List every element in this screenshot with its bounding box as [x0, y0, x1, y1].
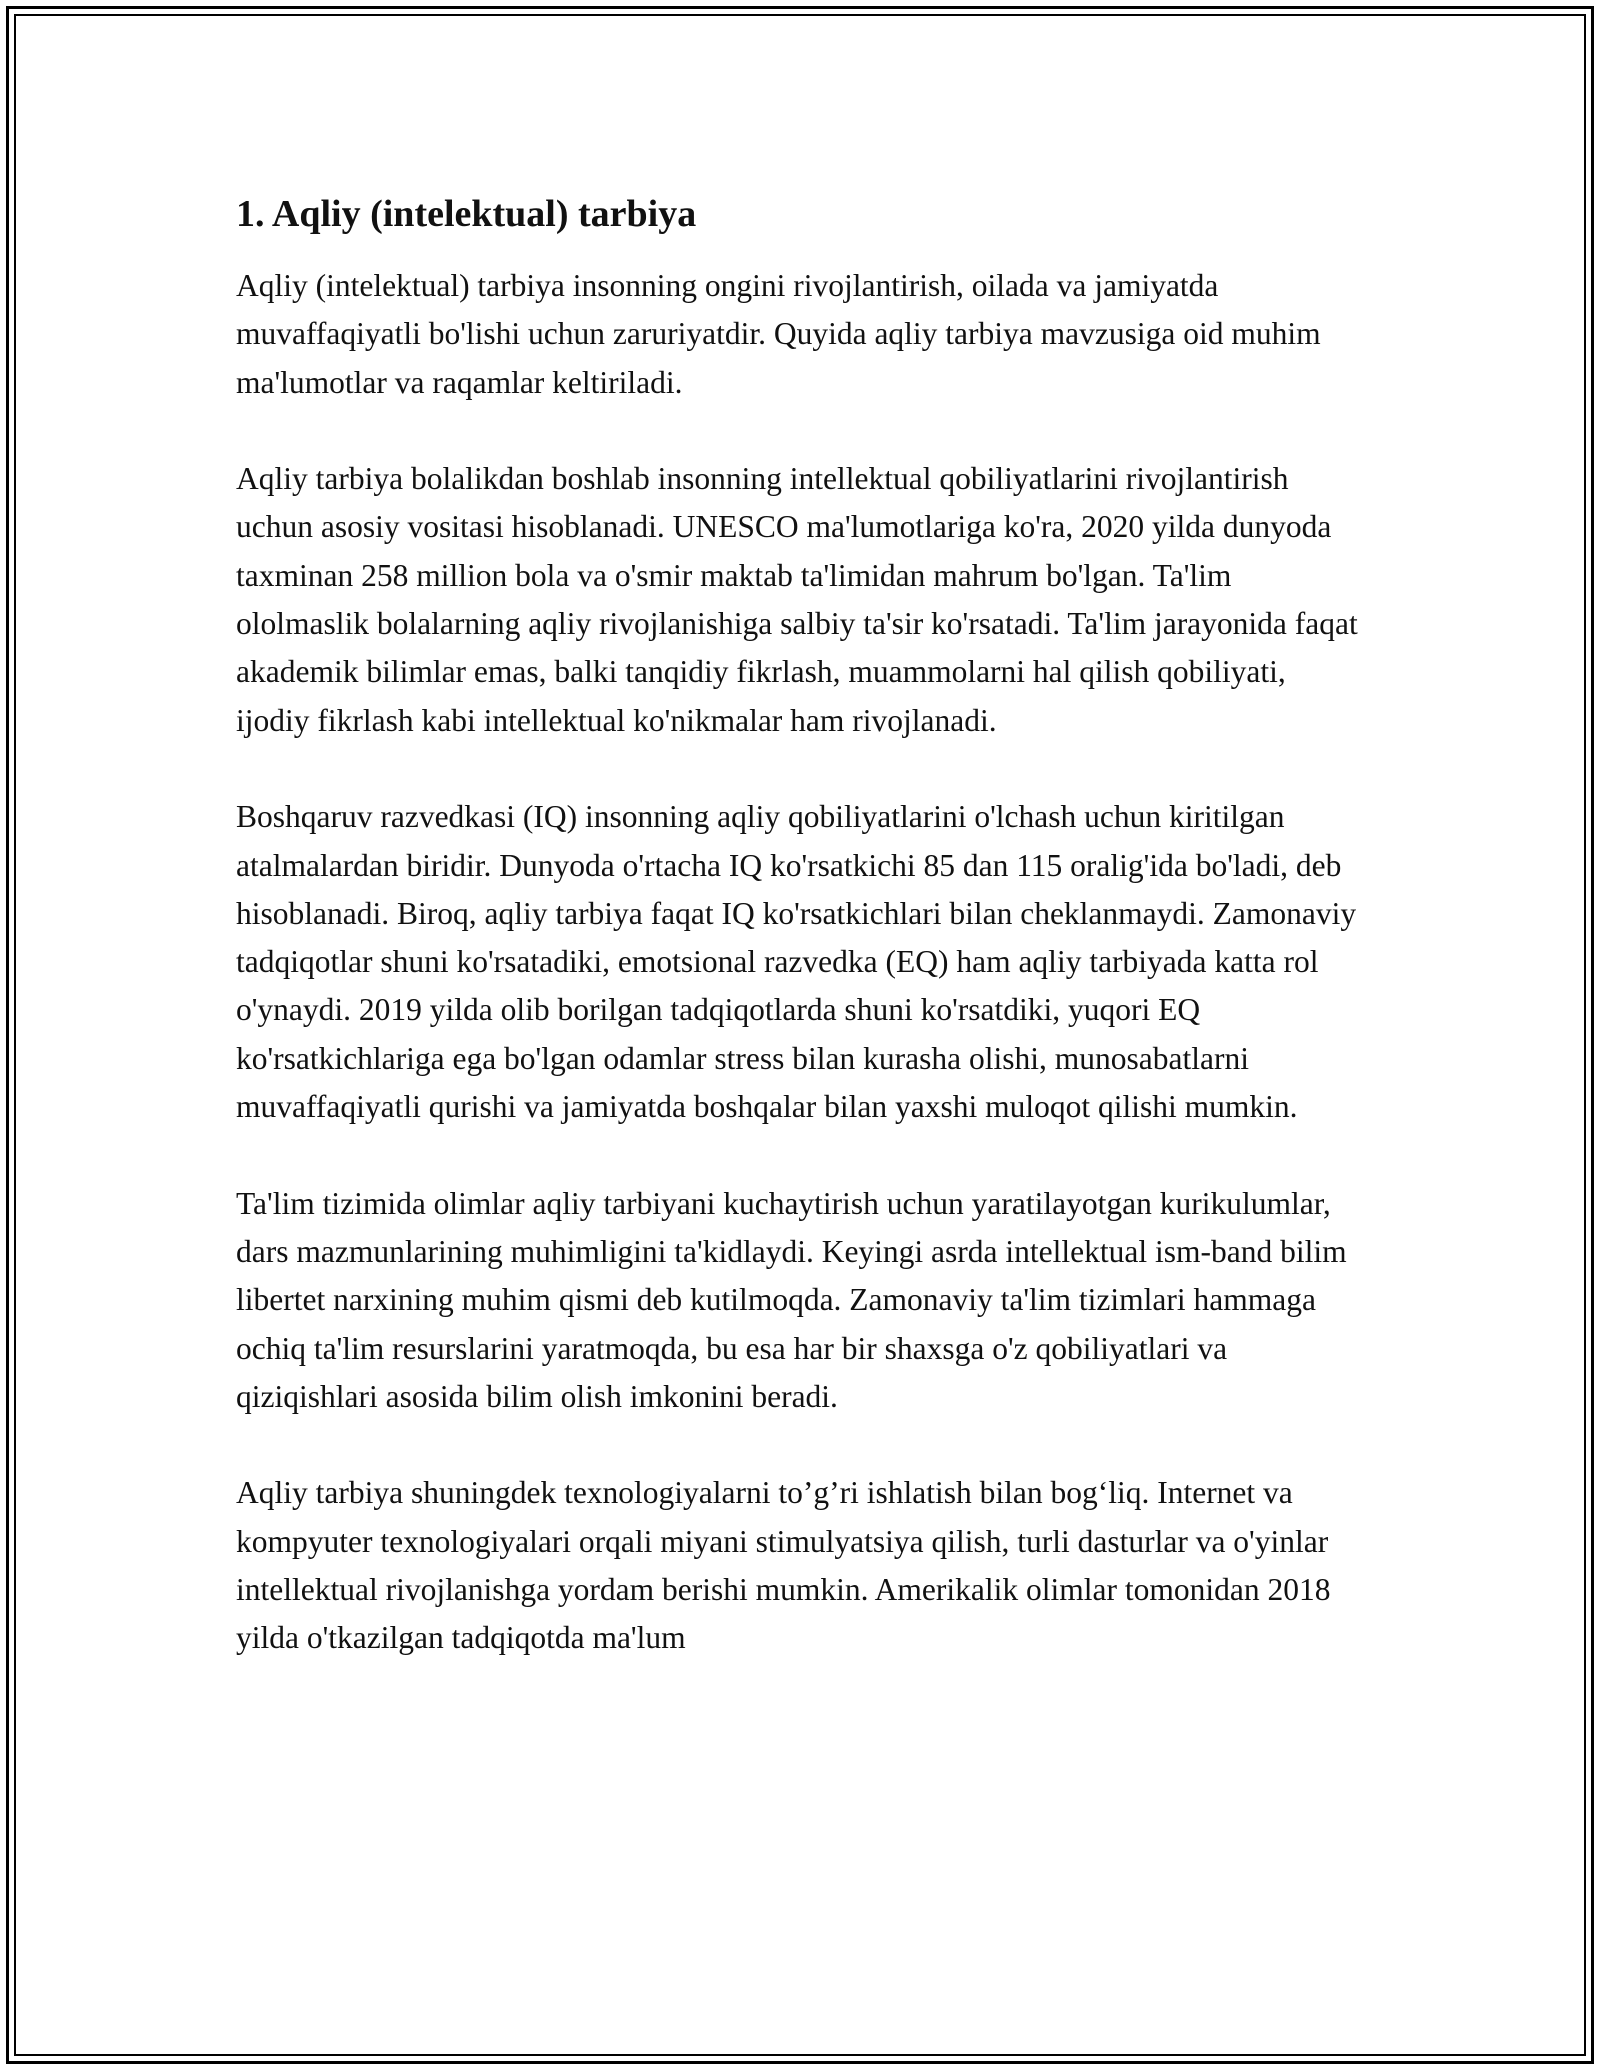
paragraph-education-system: Ta'lim tizimida olimlar aqliy tarbiyani kuchaytirish uchun yaratilayotgan kurikulumlar, dars mazmunlarining muhimligini ta'kidlaydi. Keyingi asrda intellektual ism-band bilim libertet narxining muhim qismi deb kutilmoqda. Zamonaviy ta'lim tizimlari hammaga ochiq ta'lim resurslarini yaratmoqda, bu esa har bir shaxsga o'z qobiliyatlari va qiziqishlari asosida bilim olish imkonini beradi.: [236, 1185, 1347, 1414]
paragraph-childhood-education: Aqliy tarbiya bolalikdan boshlab insonning intellektual qobiliyatlarini rivojlantirish uchun asosiy vositasi hisoblanadi. UNESCO ma'lumotlariga ko'ra, 2020 yilda dunyoda taxminan 258 million bola va o'smir maktab ta'limidan mahrum bo'lgan. Ta'lim ololmaslik bolalarning aqliy rivojlanishiga salbiy ta'sir ko'rsatadi. Ta'lim jarayonida faqat akademik bilimlar emas, balki tanqidiy fikrlash, muammolarni hal qilish qobiliyati, ijodiy fikrlash kabi intellektual ko'nikmalar ham rivojlanadi.: [236, 461, 1358, 738]
document-body: [236, 188, 1366, 1711]
paragraph-iq-eq: Boshqaruv razvedkasi (IQ) insonning aqliy qobiliyatlarini o'lchash uchun kiritilgan atalmalardan biridir. Dunyoda o'rtacha IQ ko'rsatkichi 85 dan 115 oralig'ida bo'ladi, deb hisoblanadi. Biroq, aqliy tarbiya faqat IQ ko'rsatkichlari bilan cheklanmaydi. Zamonaviy tadqiqotlar shuni ko'rsatadiki, emotsional razvedka (EQ) ham aqliy tarbiyada katta rol o'ynaydi. 2019 yilda olib borilgan tadqiqotlarda shuni ko'rsatdiki, yuqori EQ ko'rsatkichlariga ega bo'lgan odamlar stress bilan kurasha olishi, munosabatlarni muvaffaqiyatli qurishi va jamiyatda boshqalar bilan yaxshi muloqot qilishi mumkin.: [236, 799, 1357, 1125]
paragraph-technology: Aqliy tarbiya shuningdek texnologiyalarni to’g’ri ishlatish bilan bog‘liq. Internet va kompyuter texnologiyalari orqali miyani stimulyatsiya qilish, turli dasturlar va o'yinlar intellektual rivojlanishga yordam berishi mumkin. Amerikalik olimlar tomonidan 2018 yilda o'tkazilgan tadqiqotda ma'lum: [236, 1475, 1331, 1656]
section-heading: 1. Aqliy (intelektual) tarbiya: [236, 193, 697, 235]
paragraph-intro: Aqliy (intelektual) tarbiya insonning ongini rivojlantirish, oilada va jamiyatda muvaffaqiyatli bo'lishi uchun zaruriyatdir. Quyida aqliy tarbiya mavzusiga oid muhim ma'lumotlar va raqamlar keltiriladi.: [236, 268, 1321, 400]
